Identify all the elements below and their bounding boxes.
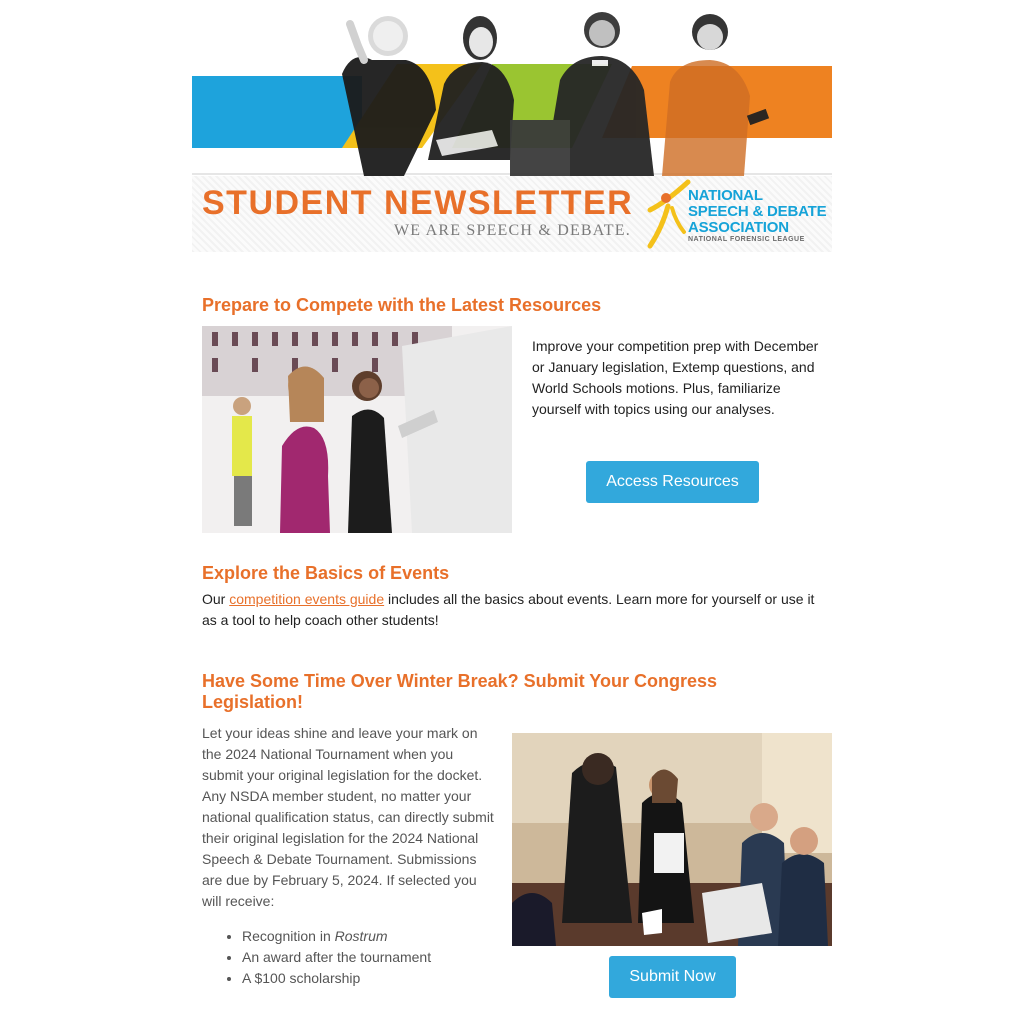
newsletter-tagline: WE ARE SPEECH & DEBATE. — [394, 222, 631, 239]
resources-photo — [202, 326, 512, 533]
newsletter — [192, 0, 832, 1024]
nsda-logo-subtitle: NATIONAL FORENSIC LEAGUE — [688, 236, 805, 243]
list-item: • A $100 scholarship — [242, 968, 534, 989]
events-description: Our competition events guide includes all the basics about events. Learn more for yourself or use it as a tool to help coach other students! — [202, 591, 815, 628]
banner-stripe-blue — [192, 76, 362, 148]
submit-now-button[interactable]: Submit Now — [609, 956, 736, 998]
resources-description: Improve your competition prep with December or January legislation, Extemp questions, and World Schools motions. Plus, familiarize yourself with topics using our analyses. — [532, 338, 819, 417]
access-resources-button[interactable]: Access Resources — [586, 461, 759, 503]
list-item: • An award after the tournament — [242, 947, 534, 968]
masthead — [192, 176, 832, 252]
section-title-legislation: Have Some Time Over Winter Break? Submit Your Congress Legislation! — [202, 671, 717, 712]
hero-banner — [192, 0, 832, 176]
nsda-logo-wordmark: NATIONAL SPEECH & DEBATE ASSOCIATION — [688, 187, 827, 236]
hero-illustration — [192, 0, 832, 176]
competition-events-guide-link[interactable]: competition events guide — [229, 591, 385, 607]
benefits-list — [202, 926, 534, 989]
nsda-logo[interactable] — [644, 178, 830, 250]
newsletter-title: STUDENT NEWSLETTER — [202, 184, 634, 222]
section-title-resources: Prepare to Compete with the Latest Resources — [202, 295, 602, 315]
legislation-description: Let your ideas shine and leave your mark on the 2024 National Tournament when you submit your original legislation for the docket. Any NSDA member student, no matter your national qualification status, can directly submit their original legislation for the 2024 National Speech & Debate Tournament. Submissions are due by February 5, 2024. If selected you will receive: — [202, 725, 494, 909]
section-title-events: Explore the Basics of Events — [202, 563, 450, 583]
legislation-photo — [512, 733, 832, 946]
person-figure — [342, 16, 436, 176]
nsda-logo-icon — [644, 178, 694, 250]
list-item: • Recognition in Rostrum — [242, 926, 534, 947]
